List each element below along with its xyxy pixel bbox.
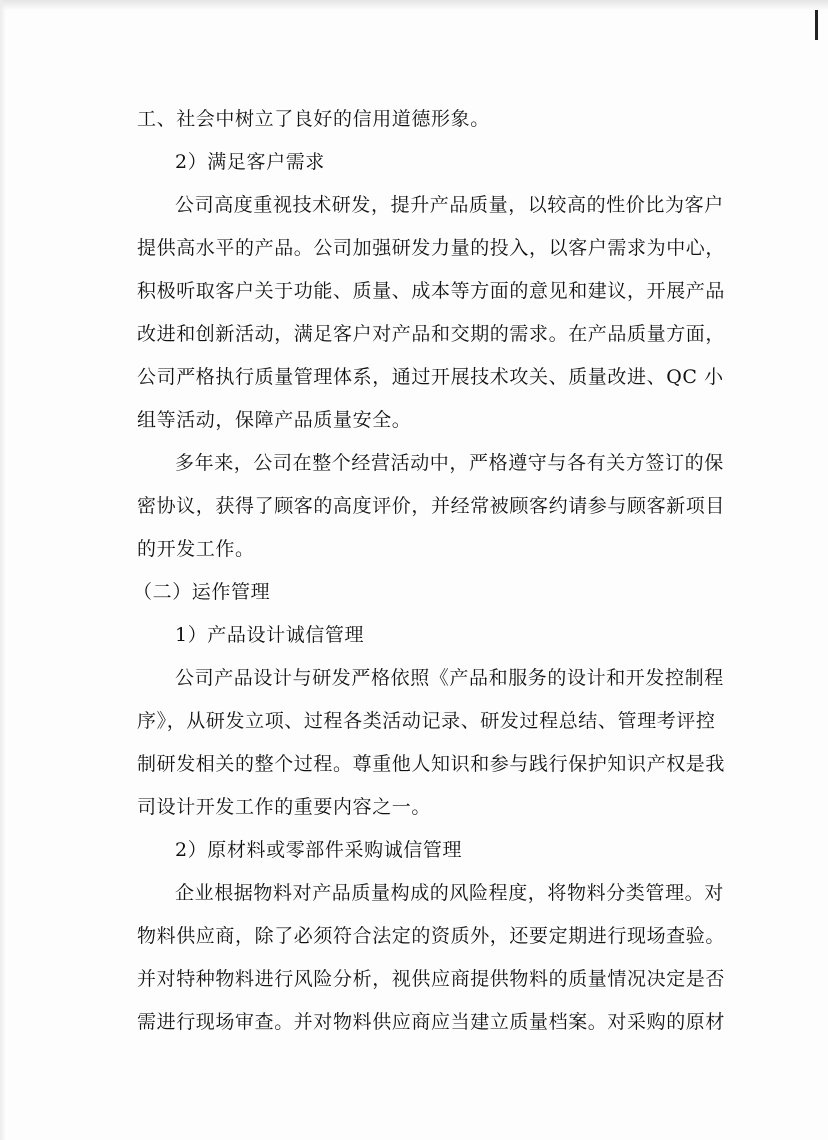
text-line: 多年来，公司在整个经营活动中，严格遵守与各有关方签订的保: [175, 452, 724, 474]
text-line: 组等活动，保障产品质量安全。: [137, 409, 412, 431]
text-line: 序》，从研发立项、过程各类活动记录、研发过程总结、管理考评控: [137, 710, 716, 732]
section-heading: （二）运作管理: [133, 581, 271, 603]
text-line: 公司高度重视技术研发，提升产品质量，以较高的性价比为客户: [175, 194, 724, 216]
text-line: 积极听取客户关于功能、质量、成本等方面的意见和建议，开展产品: [137, 280, 726, 302]
text-line: 提供高水平的产品。公司加强研发力量的投入，以客户需求为中心，: [137, 237, 726, 259]
subsection-heading: 1）产品设计诚信管理: [175, 624, 365, 646]
subsection-heading: 2）原材料或零部件采购诚信管理: [175, 839, 463, 861]
text-line: 企业根据物料对产品质量构成的风险程度，将物料分类管理。对: [175, 882, 724, 904]
scan-artifact-mark: [815, 10, 818, 40]
text-line: 的开发工作。: [137, 538, 255, 560]
text-line: 改进和创新活动，满足客户对产品和交期的需求。在产品质量方面，: [137, 323, 726, 345]
text-line: 公司产品设计与研发严格依照《产品和服务的设计和开发控制程: [175, 667, 724, 689]
scan-left-shadow: [0, 0, 6, 1140]
text-line: 密协议，获得了顾客的高度评价，并经常被顾客约请参与顾客新项目: [137, 495, 726, 517]
scan-top-shadow: [0, 0, 828, 10]
text-line: 工、社会中树立了良好的信用道德形象。: [137, 108, 490, 130]
text-line: 需进行现场审查。并对物料供应商应当建立质量档案。对采购的原材: [137, 1011, 726, 1033]
text-line: 司设计开发工作的重要内容之一。: [137, 796, 432, 818]
text-line: 并对特种物料进行风险分析，视供应商提供物料的质量情况决定是否: [137, 968, 726, 990]
text-line: 制研发相关的整个过程。尊重他人知识和参与践行保护知识产权是我: [137, 753, 726, 775]
subsection-heading: 2）满足客户需求: [175, 151, 325, 173]
text-line: 公司严格执行质量管理体系，通过开展技术攻关、质量改进、QC 小: [137, 366, 724, 388]
text-line: 物料供应商，除了必须符合法定的资质外，还要定期进行现场查验。: [137, 925, 726, 947]
